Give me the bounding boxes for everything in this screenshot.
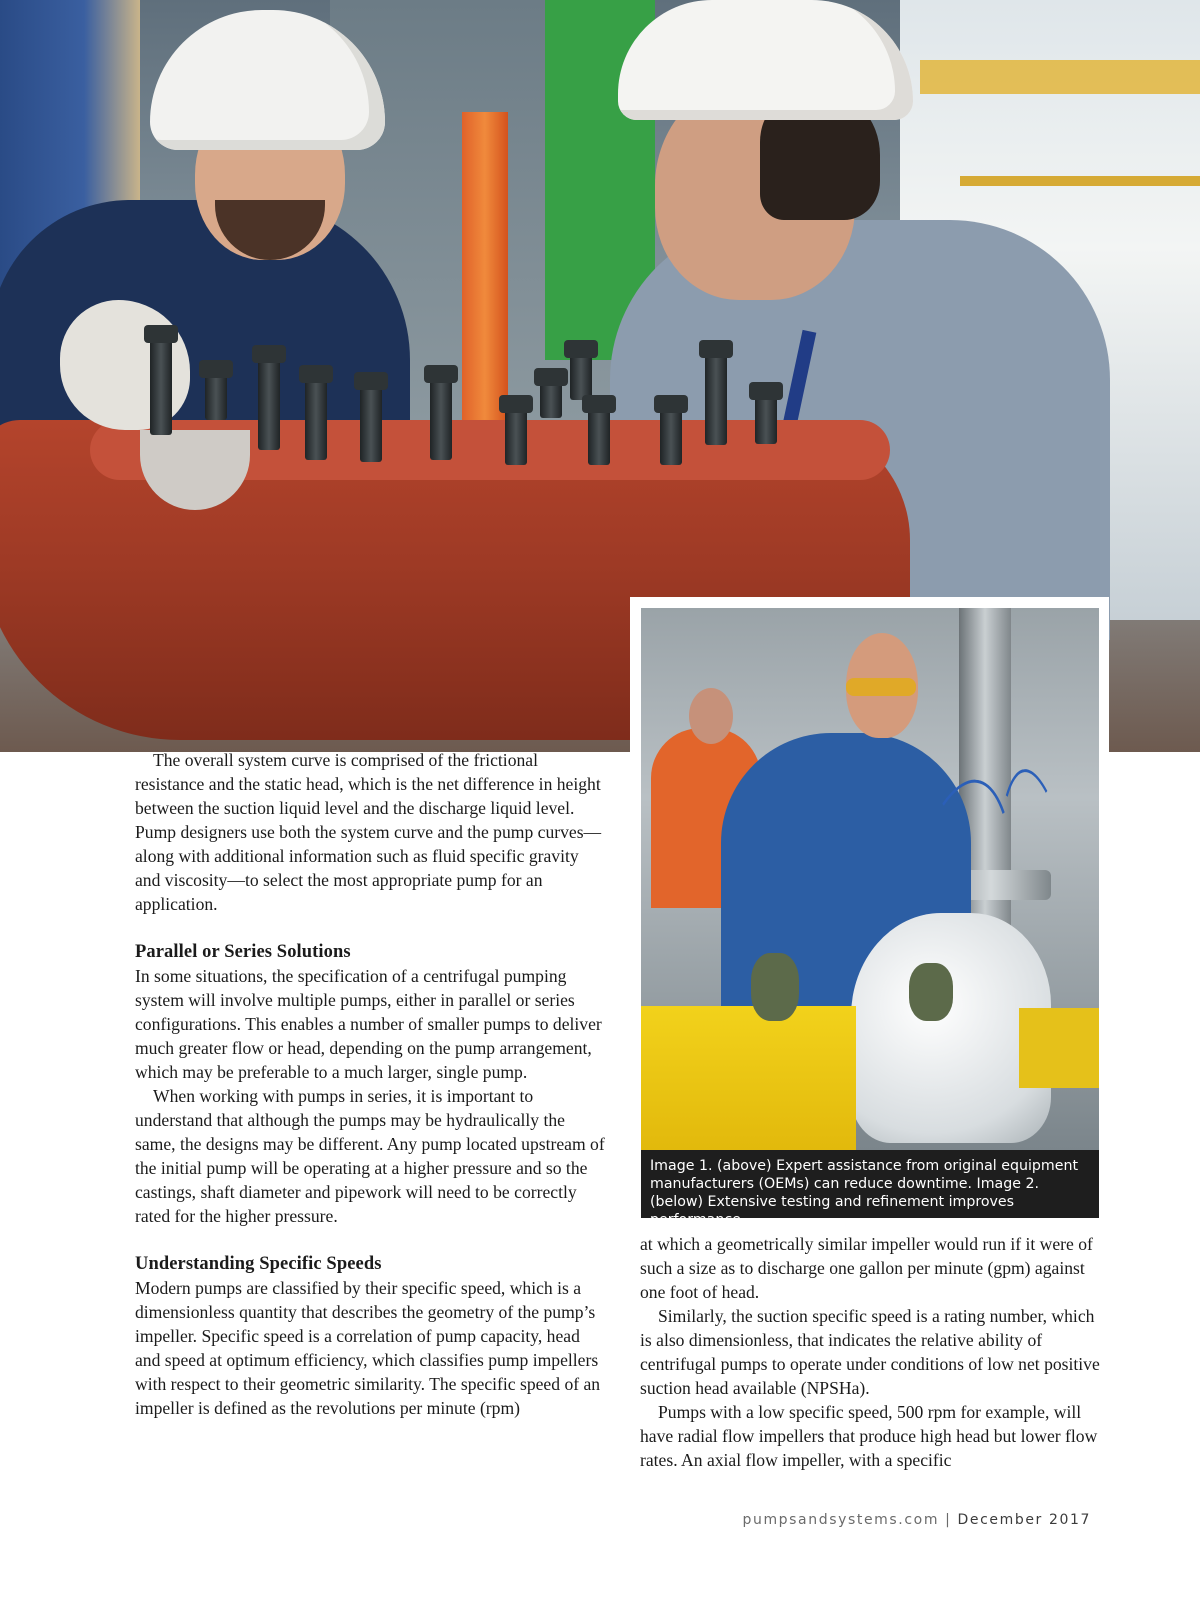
image-caption: Image 1. (above) Expert assistance from original equipment manufacturers (OEMs) can reduce downtime. Image 2. (below) Extensive testing and refinement improves performance. xyxy=(641,1150,1099,1218)
paragraph: Pumps with a low specific speed, 500 rpm for example, will have radial flow impellers that produce high head but lower flow rates. An axial flow impeller, with a specific xyxy=(640,1402,1098,1470)
article-column-left xyxy=(135,748,605,1420)
paragraph: Modern pumps are classified by their specific speed, which is a dimensionless quantity that describes the geometry of the pump’s impeller. Specific speed is a correlation of pump capacity, head and speed at optimum efficiency, which classifies pump impellers with respect to their geometric similarity. The specific speed of an impeller is defined as the revolutions per minute (rpm) xyxy=(135,1278,601,1418)
site-url[interactable]: pumpsandsystems.com xyxy=(742,1512,940,1528)
section-heading: Parallel or Series Solutions xyxy=(135,942,351,962)
paragraph: The overall system curve is comprised of the frictional resistance and the static head, which is the net difference in height between the suction liquid level and the discharge liquid level. Pump designers use both the system curve and the pump curves—along with additional information such as fluid specific gravity and viscosity—to select the most appropriate pump for an application. xyxy=(135,750,602,914)
paragraph: In some situations, the specification of a centrifugal pumping system will involve multiple pumps, either in parallel or series configurations. This enables a number of smaller pumps to deliver much greater flow or head, depending on the pump arrangement, which may be preferable to a much larger, single pump. xyxy=(135,966,602,1082)
inset-photo xyxy=(641,608,1099,1150)
article-column-right xyxy=(640,1232,1110,1472)
issue-date: December 2017 xyxy=(957,1512,1091,1528)
footer-separator: | xyxy=(945,1512,952,1528)
section-heading: Understanding Specific Speeds xyxy=(135,1254,382,1274)
paragraph: When working with pumps in series, it is important to understand that although the pumps may be hydraulically the same, the designs may be different. Any pump located upstream of the initial pump will be operating at a higher pressure and so the castings, shaft diameter and pipework will need to be correctly rated for the higher pressure. xyxy=(135,1086,605,1226)
page-footer xyxy=(700,1512,1091,1528)
paragraph: Similarly, the suction specific speed is a rating number, which is also dimensionless, that indicates the relative ability of centrifugal pumps to operate under conditions of low net positive suction head available (NPSHa). xyxy=(640,1306,1100,1398)
hard-hat xyxy=(618,0,913,120)
paragraph: at which a geometrically similar impeller would run if it were of such a size as to discharge one gallon per minute (gpm) against one foot of head. xyxy=(640,1234,1093,1302)
